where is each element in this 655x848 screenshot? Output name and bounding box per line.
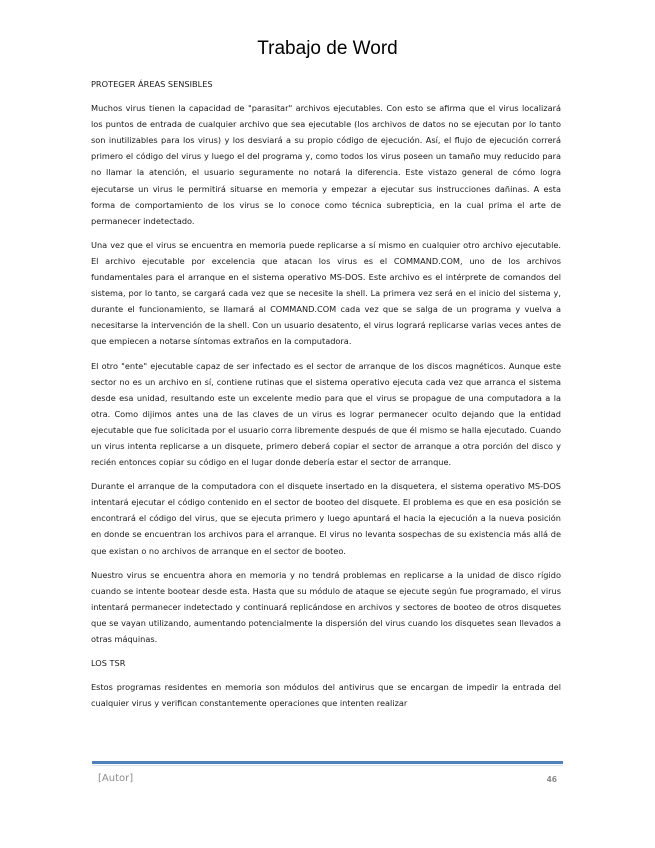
paragraph: El otro "ente" ejecutable capaz de ser infectado es el sector de arranque de los discos magnéticos. Aunque este sector no es un archivo en sí, contiene rutinas que el sistema operativo ejecuta cada vez que arranca el sistema desde esa unidad, resultando este un excelente medio para que el virus se propague de una computadora a la otra. Como dijimos antes una de las claves de un virus es lograr permanecer oculto dejando que la entidad ejecutable que fue solicitada por el usuario corra libremente después de que él mismo se halla ejecutado. Cuando un virus intenta replicarse a un disquete, primero deberá copiar el sector de arranque a otra porción del disco y recién entonces copiar su código en el lugar donde debería estar el sector de arranque. [91, 360, 561, 468]
paragraph: Nuestro virus se encuentra ahora en memoria y no tendrá problemas en replicarse a la unidad de disco rígido cuando se intente bootear desde esta. Hasta que su módulo de ataque se ejecute según fue programado, el virus intentará permanecer indetectado y continuará replicándose en archivos y sectores de booteo de otros disquetes que se vayan utilizando, aumentando potencialmente la dispersión del virus cuando los disquetes sean llevados a otras máquinas. [91, 569, 561, 644]
document-title: Trabajo de Word [257, 38, 398, 59]
paragraph: Durante el arranque de la computadora con el disquete insertado en la disquetera, el sistema operativo MS-DOS intentará ejecutar el código contenido en el sector de booteo del disquete. El problema es que en esa posición se encontrará el código del virus, que se ejecuta primero y luego apuntará el hacia la ejecución a la nueva posición en donde se encuentran los archivos para el arranque. El virus no levanta sospechas de su existencia más allá de que existan o no archivos de arranque en el sector de booteo. [91, 481, 561, 556]
section-heading-proteger: PROTEGER ÁREAS SENSIBLES [91, 79, 213, 89]
page-number: 46 [546, 775, 557, 784]
section-heading-tsr: LOS TSR [91, 658, 126, 669]
footer-rule [92, 761, 563, 764]
footer-author[interactable]: [Autor] [98, 773, 134, 784]
paragraph: Estos programas residentes en memoria son módulos del antivirus que se encargan de impedir la entrada del cualquier virus y verifican constantemente operaciones que intenten realizar [91, 682, 561, 709]
document-body [91, 76, 561, 753]
paragraph: Muchos virus tienen la capacidad de "parasitar" archivos ejecutables. Con esto se afirma que el virus localizará los puntos de entrada de cualquier archivo que sea ejecutable (los archivos de datos no se ejecutan por lo tanto son inutilizables para los virus) y los desviará a su propio código de ejecución. Así, el flujo de ejecución correrá primero el código del virus y luego el del programa y, como todos los virus poseen un tamaño muy reducido para no llamar la atención, el usuario seguramente no notará la diferencia. Este vistazo general de cómo logra ejecutarse un virus le permitirá situarse en memoria y empezar a ejecutar sus instrucciones dañinas. A esta forma de comportamiento de los virus se lo conoce como técnica subrepticia, en la cual prima el arte de permanecer indetectado. [91, 103, 561, 226]
paragraph: Una vez que el virus se encuentra en memoria puede replicarse a sí mismo en cualquier otro archivo ejecutable. El archivo ejecutable por excelencia que atacan los virus es el COMMAND.COM, uno de los archivos fundamentales para el arranque en el sistema operativo MS-DOS. Este archivo es el intérprete de comandos del sistema, por lo tanto, se cargará cada vez que se necesite la shell. La primera vez será en el inicio del sistema y, durante el funcionamiento, se llamará al COMMAND.COM cada vez que se salga de un programa y vuelva a necesitarse la intervención de la shell. Con un usuario desatento, el virus logrará replicarse varias veces antes de que empiecen a notarse síntomas extraños en la computadora. [91, 239, 561, 347]
